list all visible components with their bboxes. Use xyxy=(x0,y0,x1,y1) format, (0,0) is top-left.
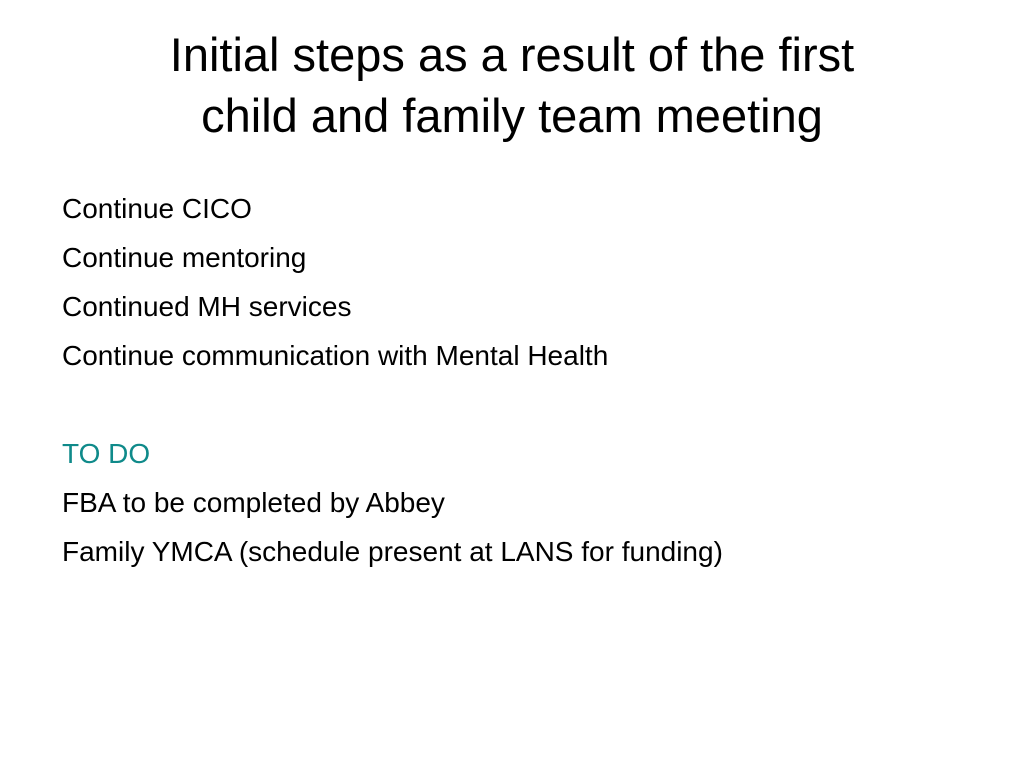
slide-title xyxy=(40,24,984,146)
list-item-continue-communication: Continue communication with Mental Health xyxy=(62,340,609,371)
todo-item-fba: FBA to be completed by Abbey xyxy=(62,487,445,518)
slide-title-line-1: Initial steps as a result of the first xyxy=(169,28,855,81)
todo-item-family-ymca: Family YMCA (schedule present at LANS for funding) xyxy=(62,536,723,567)
list-item-continue-mentoring: Continue mentoring xyxy=(62,242,307,273)
slide-body-list xyxy=(62,184,982,576)
todo-heading: TO DO xyxy=(62,438,151,469)
slide-title-line-2: child and family team meeting xyxy=(201,89,823,142)
list-spacer xyxy=(62,380,982,429)
list-item-continued-mh-services: Continued MH services xyxy=(62,291,352,322)
list-item-continue-cico: Continue CICO xyxy=(62,193,252,224)
